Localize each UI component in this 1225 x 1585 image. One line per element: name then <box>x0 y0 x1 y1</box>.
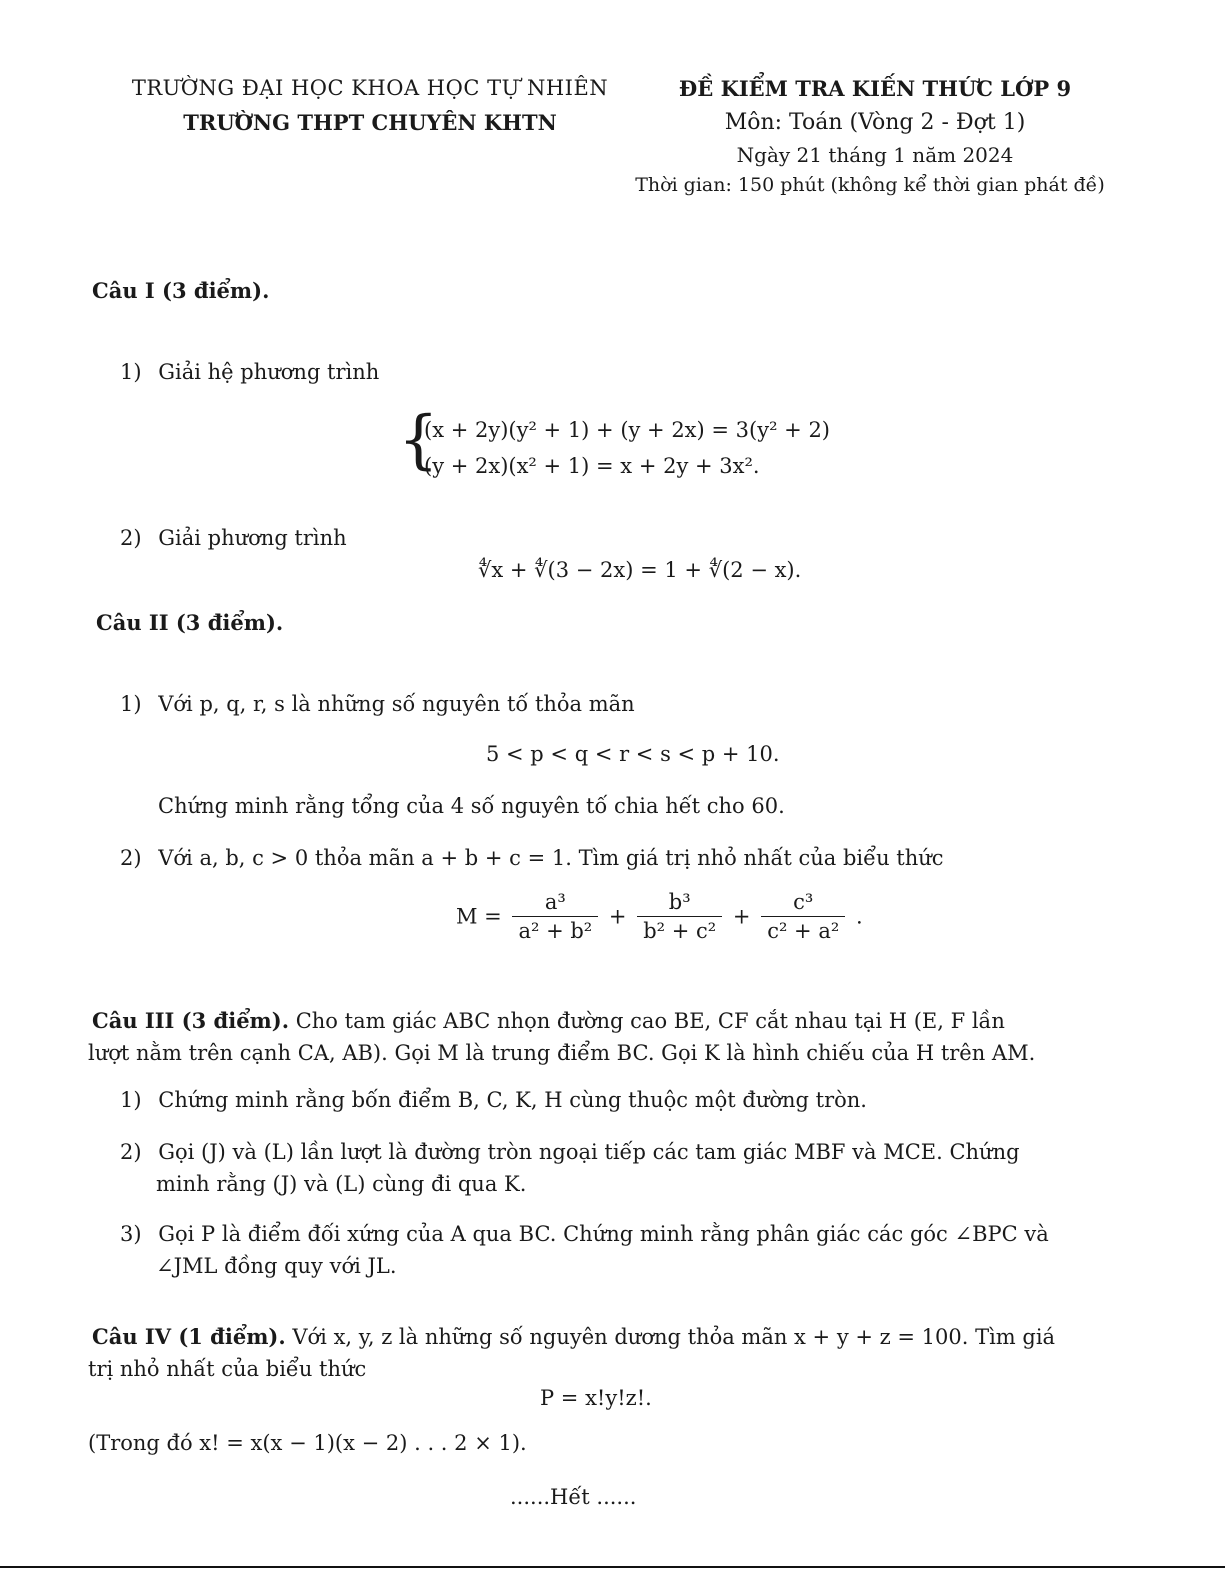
item-text: Với p, q, r, s là những số nguyên tố thỏa mãn <box>158 692 635 716</box>
item-label: 1) <box>120 1088 142 1112</box>
question-2-1-claim: Chứng minh rằng tổng của 4 số nguyên tố chia hết cho 60. <box>158 794 785 818</box>
item-text: Gọi (J) và (L) lần lượt là đường tròn ngoại tiếp các tam giác MBF và MCE. Chứng <box>158 1140 1020 1164</box>
M-lhs: M = <box>456 904 502 929</box>
item-text: Với a, b, c > 0 thỏa mãn a + b + c = 1. Tìm giá trị nhỏ nhất của biểu thức <box>158 846 944 870</box>
item-label: 1) <box>120 360 142 384</box>
question-3-3 <box>120 1218 1049 1250</box>
section-3-intro-text: Cho tam giác ABC nhọn đường cao BE, CF cắt nhau tại H (E, F lần <box>295 1009 1005 1033</box>
factorial-product: P = x!y!z!. <box>540 1386 652 1410</box>
section-4-title: Câu IV (1 điểm). <box>92 1324 286 1349</box>
question-2-2 <box>120 842 944 874</box>
fraction-1-den: a² + b² <box>518 919 593 943</box>
fraction-1 <box>512 890 598 943</box>
fraction-2-den: b² + c² <box>643 919 717 943</box>
exam-title: ĐỀ KIỂM TRA KIẾN THỨC LỚP 9 <box>678 76 1072 101</box>
item-label: 3) <box>120 1222 142 1246</box>
end-dot: . <box>855 904 863 929</box>
question-3-2-cont: minh rằng (J) và (L) cùng đi qua K. <box>156 1172 527 1196</box>
exam-subject: Môn: Toán (Vòng 2 - Đợt 1) <box>724 110 1026 135</box>
fraction-3-den: c² + a² <box>767 919 840 943</box>
question-2-1 <box>120 688 635 720</box>
prime-inequality: 5 < p < q < r < s < p + 10. <box>486 742 780 766</box>
section-2-title: Câu II (3 điểm). <box>96 610 284 635</box>
fraction-1-num: a³ <box>512 890 598 917</box>
system-eq-1: (x + 2y)(y² + 1) + (y + 2x) = 3(y² + 2) <box>424 418 831 442</box>
item-label: 2) <box>120 846 142 870</box>
section-1-title: Câu I (3 điểm). <box>92 278 270 303</box>
end-marker: ......Hết ...... <box>510 1485 637 1509</box>
question-3-1 <box>120 1084 867 1116</box>
fraction-3 <box>761 890 845 943</box>
fraction-2 <box>637 890 722 943</box>
item-text: Giải hệ phương trình <box>158 360 380 384</box>
school-name: TRƯỜNG ĐẠI HỌC KHOA HỌC TỰ NHIÊN <box>131 76 609 100</box>
question-1-1 <box>120 356 379 388</box>
section-3-intro-1 <box>92 1006 1122 1036</box>
plus-sign: + <box>732 904 751 929</box>
plus-sign: + <box>608 904 627 929</box>
left-brace-icon: { <box>398 403 439 477</box>
item-label: 2) <box>120 1140 142 1164</box>
section-3-intro-2: lượt nằm trên cạnh CA, AB). Gọi M là trung điểm BC. Gọi K là hình chiếu của H trên AM. <box>88 1041 1036 1065</box>
item-text: Chứng minh rằng bốn điểm B, C, K, H cùng thuộc một đường tròn. <box>158 1088 867 1112</box>
fraction-2-num: b³ <box>637 890 722 917</box>
system-eq-2: (y + 2x)(x² + 1) = x + 2y + 3x². <box>424 454 760 478</box>
question-1-2 <box>120 522 347 554</box>
item-text: Gọi P là điểm đối xứng của A qua BC. Chứng minh rằng phân giác các góc ∠BPC và <box>158 1222 1049 1246</box>
question-3-3-cont: ∠JML đồng quy với JL. <box>156 1254 397 1278</box>
high-school-name: TRƯỜNG THPT CHUYÊN KHTN <box>183 110 557 135</box>
question-3-2 <box>120 1136 1020 1168</box>
item-text: Giải phương trình <box>158 526 347 550</box>
item-label: 2) <box>120 526 142 550</box>
radical-equation: ∜x + ∜(3 − 2x) = 1 + ∜(2 − x). <box>478 558 802 582</box>
section-3-title: Câu III (3 điểm). <box>92 1008 290 1033</box>
expression-M <box>456 890 863 943</box>
section-4-text: Với x, y, z là những số nguyên dương thỏa mãn x + y + z = 100. Tìm giá <box>292 1325 1056 1349</box>
factorial-definition: (Trong đó x! = x(x − 1)(x − 2) . . . 2 × 1). <box>88 1431 527 1455</box>
section-4-line-2: trị nhỏ nhất của biểu thức <box>88 1357 367 1381</box>
fraction-3-num: c³ <box>761 890 845 917</box>
item-label: 1) <box>120 692 142 716</box>
exam-duration: Thời gian: 150 phút (không kể thời gian phát đề) <box>635 174 1105 196</box>
bottom-divider <box>0 1566 1225 1568</box>
section-4-line-1 <box>92 1322 1122 1352</box>
exam-date: Ngày 21 tháng 1 năm 2024 <box>736 143 1014 167</box>
